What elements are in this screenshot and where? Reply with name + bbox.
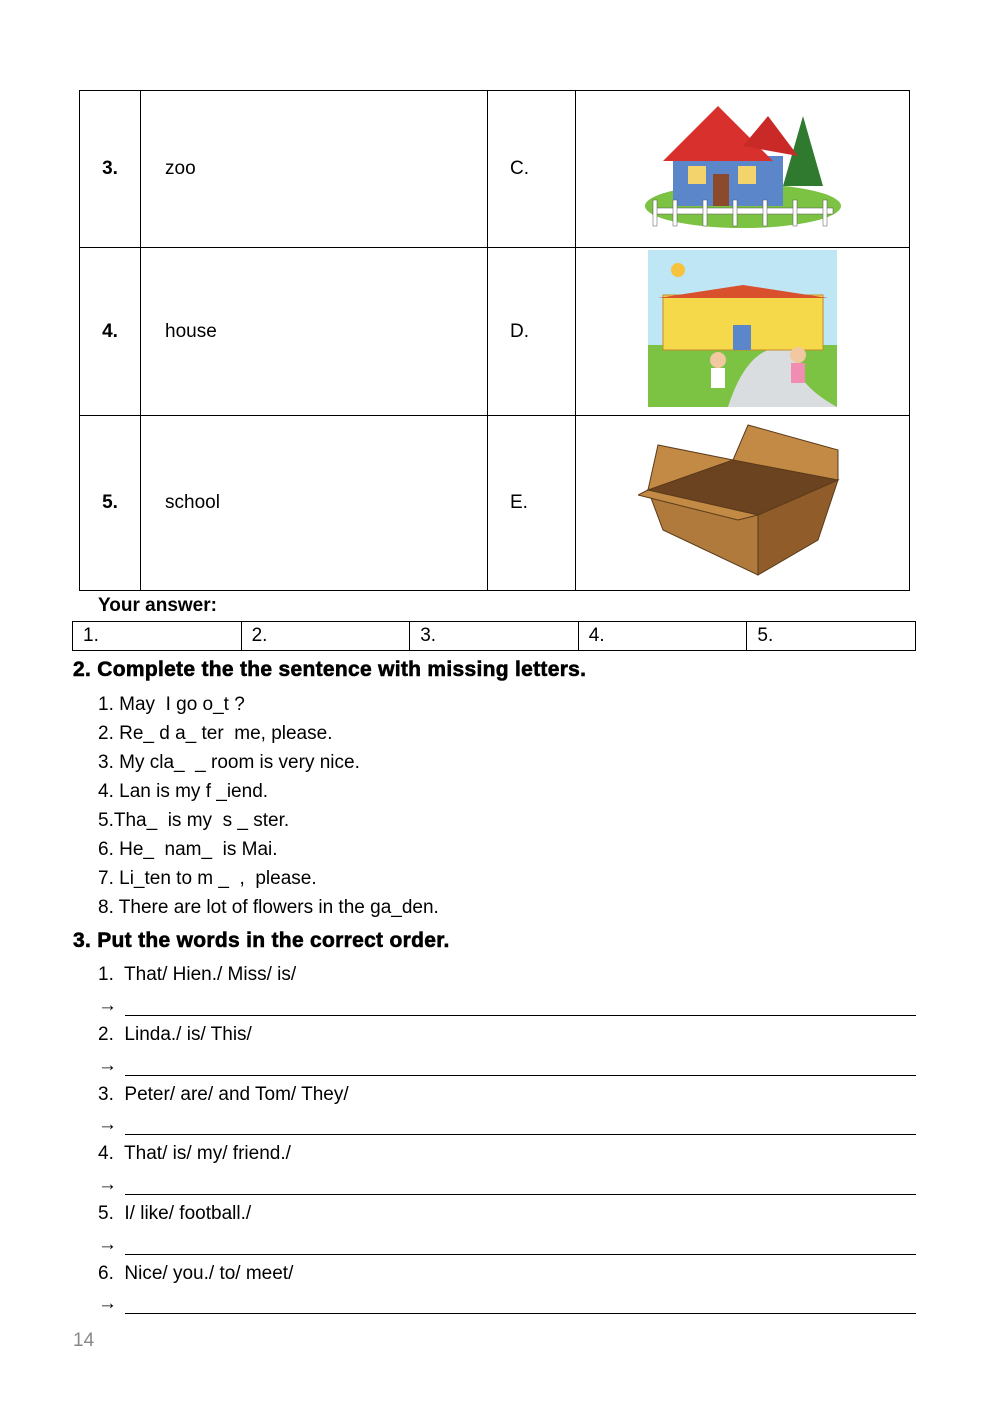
- page-number: 14: [73, 1330, 95, 1351]
- arrow-icon: →: [98, 1174, 117, 1195]
- item-number: 4.: [80, 248, 141, 416]
- sentence-item: 4. Lan is my f _iend.: [98, 781, 269, 802]
- box-picture: [576, 416, 910, 591]
- answer-line[interactable]: [125, 1075, 916, 1076]
- order-item: 1. That/ Hien./ Miss/ is/: [98, 964, 297, 985]
- matching-table: [79, 90, 910, 591]
- order-item: 5. I/ like/ football./: [98, 1203, 252, 1224]
- sentence-item: 6. He_ nam_ is Mai.: [98, 839, 278, 860]
- sentence-item: 1. May I go o_t ?: [98, 694, 245, 715]
- sentence-item: 3. My cla_ _ room is very nice.: [98, 752, 360, 773]
- table-row: [80, 248, 910, 416]
- answer-line[interactable]: [125, 1313, 916, 1314]
- house-picture: [576, 91, 910, 248]
- item-letter: C.: [488, 91, 576, 248]
- section-3-heading: 3. Put the words in the correct order.: [73, 929, 450, 952]
- arrow-icon: →: [98, 995, 117, 1016]
- sentence-item: 2. Re_ d a_ ter me, please.: [98, 723, 333, 744]
- answer-cell-4[interactable]: 4.: [578, 622, 747, 651]
- order-item: 2. Linda./ is/ This/: [98, 1024, 252, 1045]
- item-word: school: [141, 416, 488, 591]
- sentence-item: 7. Li_ten to m _ , please.: [98, 868, 317, 889]
- arrow-icon: →: [98, 1234, 117, 1255]
- table-row: [80, 416, 910, 591]
- section-2-heading: 2. Complete the the sentence with missing letters.: [73, 658, 587, 681]
- answer-table: [72, 621, 916, 651]
- item-number: 5.: [80, 416, 141, 591]
- sentence-item: 8. There are lot of flowers in the ga_den.: [98, 897, 439, 918]
- answer-cell-3[interactable]: 3.: [410, 622, 579, 651]
- item-word: house: [141, 248, 488, 416]
- answer-cell-2[interactable]: 2.: [241, 622, 410, 651]
- item-letter: D.: [488, 248, 576, 416]
- arrow-icon: →: [98, 1293, 117, 1314]
- order-item: 6. Nice/ you./ to/ meet/: [98, 1263, 294, 1284]
- school-picture: [576, 248, 910, 416]
- arrow-icon: →: [98, 1114, 117, 1135]
- item-number: 3.: [80, 91, 141, 248]
- order-item: 4. That/ is/ my/ friend./: [98, 1143, 291, 1164]
- answer-line[interactable]: [125, 1134, 916, 1135]
- arrow-icon: →: [98, 1055, 117, 1076]
- order-item: 3. Peter/ are/ and Tom/ They/: [98, 1084, 349, 1105]
- answer-label: Your answer:: [98, 595, 217, 616]
- sentence-item: 5.Tha_ is my s _ ster.: [98, 810, 290, 831]
- item-word: zoo: [141, 91, 488, 248]
- answer-cell-5[interactable]: 5.: [747, 622, 916, 651]
- answer-cell-1[interactable]: 1.: [73, 622, 242, 651]
- answer-line[interactable]: [125, 1015, 916, 1016]
- answer-line[interactable]: [125, 1194, 916, 1195]
- table-row: [80, 91, 910, 248]
- item-letter: E.: [488, 416, 576, 591]
- answer-line[interactable]: [125, 1254, 916, 1255]
